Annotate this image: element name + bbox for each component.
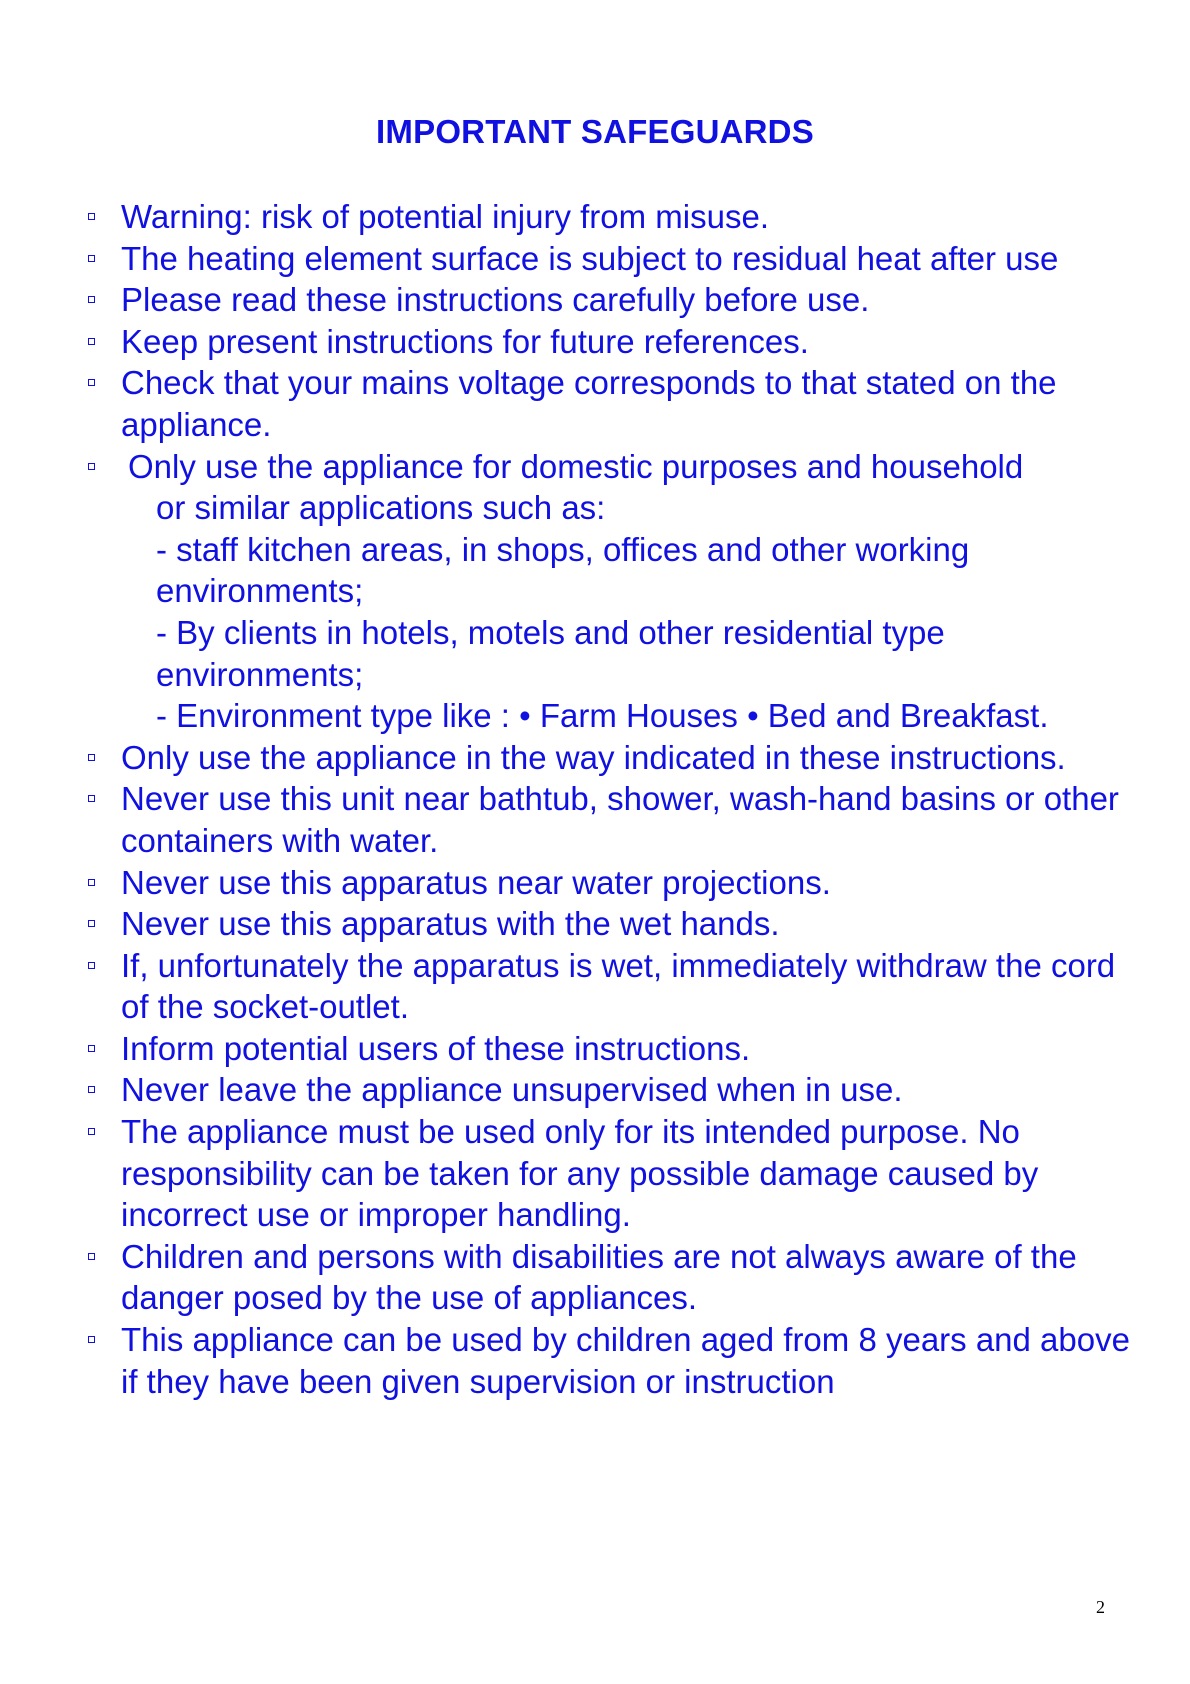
list-item: [0, 903, 1190, 945]
list-item: [0, 279, 1190, 321]
list-item-text: Only use the appliance in the way indicated in these instructions.: [121, 738, 1066, 776]
list-item-text: Keep present instructions for future references.: [121, 322, 809, 360]
list-item-text: Never use this apparatus near water projections.: [121, 863, 831, 901]
list-item: [0, 321, 1190, 363]
list-item-text: Only use the appliance for domestic purposes and household: [128, 447, 1024, 485]
square-bullet-icon: [88, 795, 95, 802]
list-item: [0, 1028, 1190, 1070]
list-item-text: Children and persons with disabilities are not always aware of the danger posed by the use of appliances.: [121, 1237, 1077, 1317]
square-bullet-icon: [88, 213, 95, 220]
usage-context-line: - By clients in hotels, motels and other residential type environments;: [156, 613, 945, 693]
list-item: [0, 862, 1190, 904]
square-bullet-icon: [88, 379, 95, 386]
page-title: IMPORTANT SAFEGUARDS: [376, 113, 814, 150]
list-item: [0, 945, 1190, 1028]
list-item: [0, 778, 1190, 861]
square-bullet-icon: [88, 1336, 95, 1343]
safeguard-list: [0, 196, 1190, 1402]
square-bullet-icon: [88, 463, 95, 470]
continuation-line: or similar applications such as:: [156, 489, 606, 527]
square-bullet-icon: [88, 255, 95, 262]
list-item: [0, 362, 1190, 445]
list-item: [0, 1111, 1190, 1236]
list-item-text: The heating element surface is subject to residual heat after use: [121, 239, 1059, 277]
square-bullet-icon: [88, 1086, 95, 1093]
list-item-text: Never use this unit near bathtub, shower, wash-hand basins or other containers with water.: [121, 780, 1119, 859]
list-item-text: Please read these instructions carefully before use.: [121, 281, 870, 319]
list-item: [0, 1319, 1190, 1402]
square-bullet-icon: [88, 1253, 95, 1260]
square-bullet-icon: [88, 879, 95, 886]
square-bullet-icon: [88, 1045, 95, 1052]
list-item-text: Inform potential users of these instructions.: [121, 1029, 751, 1067]
list-item-text: The appliance must be used only for its intended purpose. No responsibility can be taken for any possible damage caused by incorrect use or improper handling.: [121, 1113, 1039, 1234]
list-item-continuation: [121, 487, 1130, 737]
list-item-text: Check that your mains voltage corresponds to that stated on the appliance.: [121, 364, 1057, 443]
list-item: [0, 737, 1190, 779]
square-bullet-icon: [88, 296, 95, 303]
square-bullet-icon: [88, 1128, 95, 1135]
square-bullet-icon: [88, 338, 95, 345]
list-item: [0, 446, 1190, 737]
list-item-text: This appliance can be used by children aged from 8 years and above if they have been given supervision or instruction: [121, 1321, 1130, 1400]
list-item: [0, 1236, 1190, 1319]
usage-context-line: - staff kitchen areas, in shops, offices and other working environments;: [156, 530, 970, 610]
square-bullet-icon: [88, 962, 95, 969]
list-item-text: Never leave the appliance unsupervised when in use.: [121, 1071, 903, 1109]
square-bullet-icon: [88, 920, 95, 927]
list-item-text: Warning: risk of potential injury from misuse.: [121, 198, 769, 235]
list-item: [0, 238, 1190, 280]
page-number: 2: [1096, 1597, 1105, 1617]
square-bullet-icon: [88, 754, 95, 761]
list-item-text: Never use this apparatus with the wet hands.: [121, 905, 780, 943]
list-item: [0, 196, 1190, 238]
usage-context-line: - Environment type like : • Farm Houses • Bed and Breakfast.: [156, 697, 1049, 735]
list-item-text: If, unfortunately the apparatus is wet, immediately withdraw the cord of the socket-outlet.: [121, 946, 1116, 1026]
list-item: [0, 1069, 1190, 1111]
